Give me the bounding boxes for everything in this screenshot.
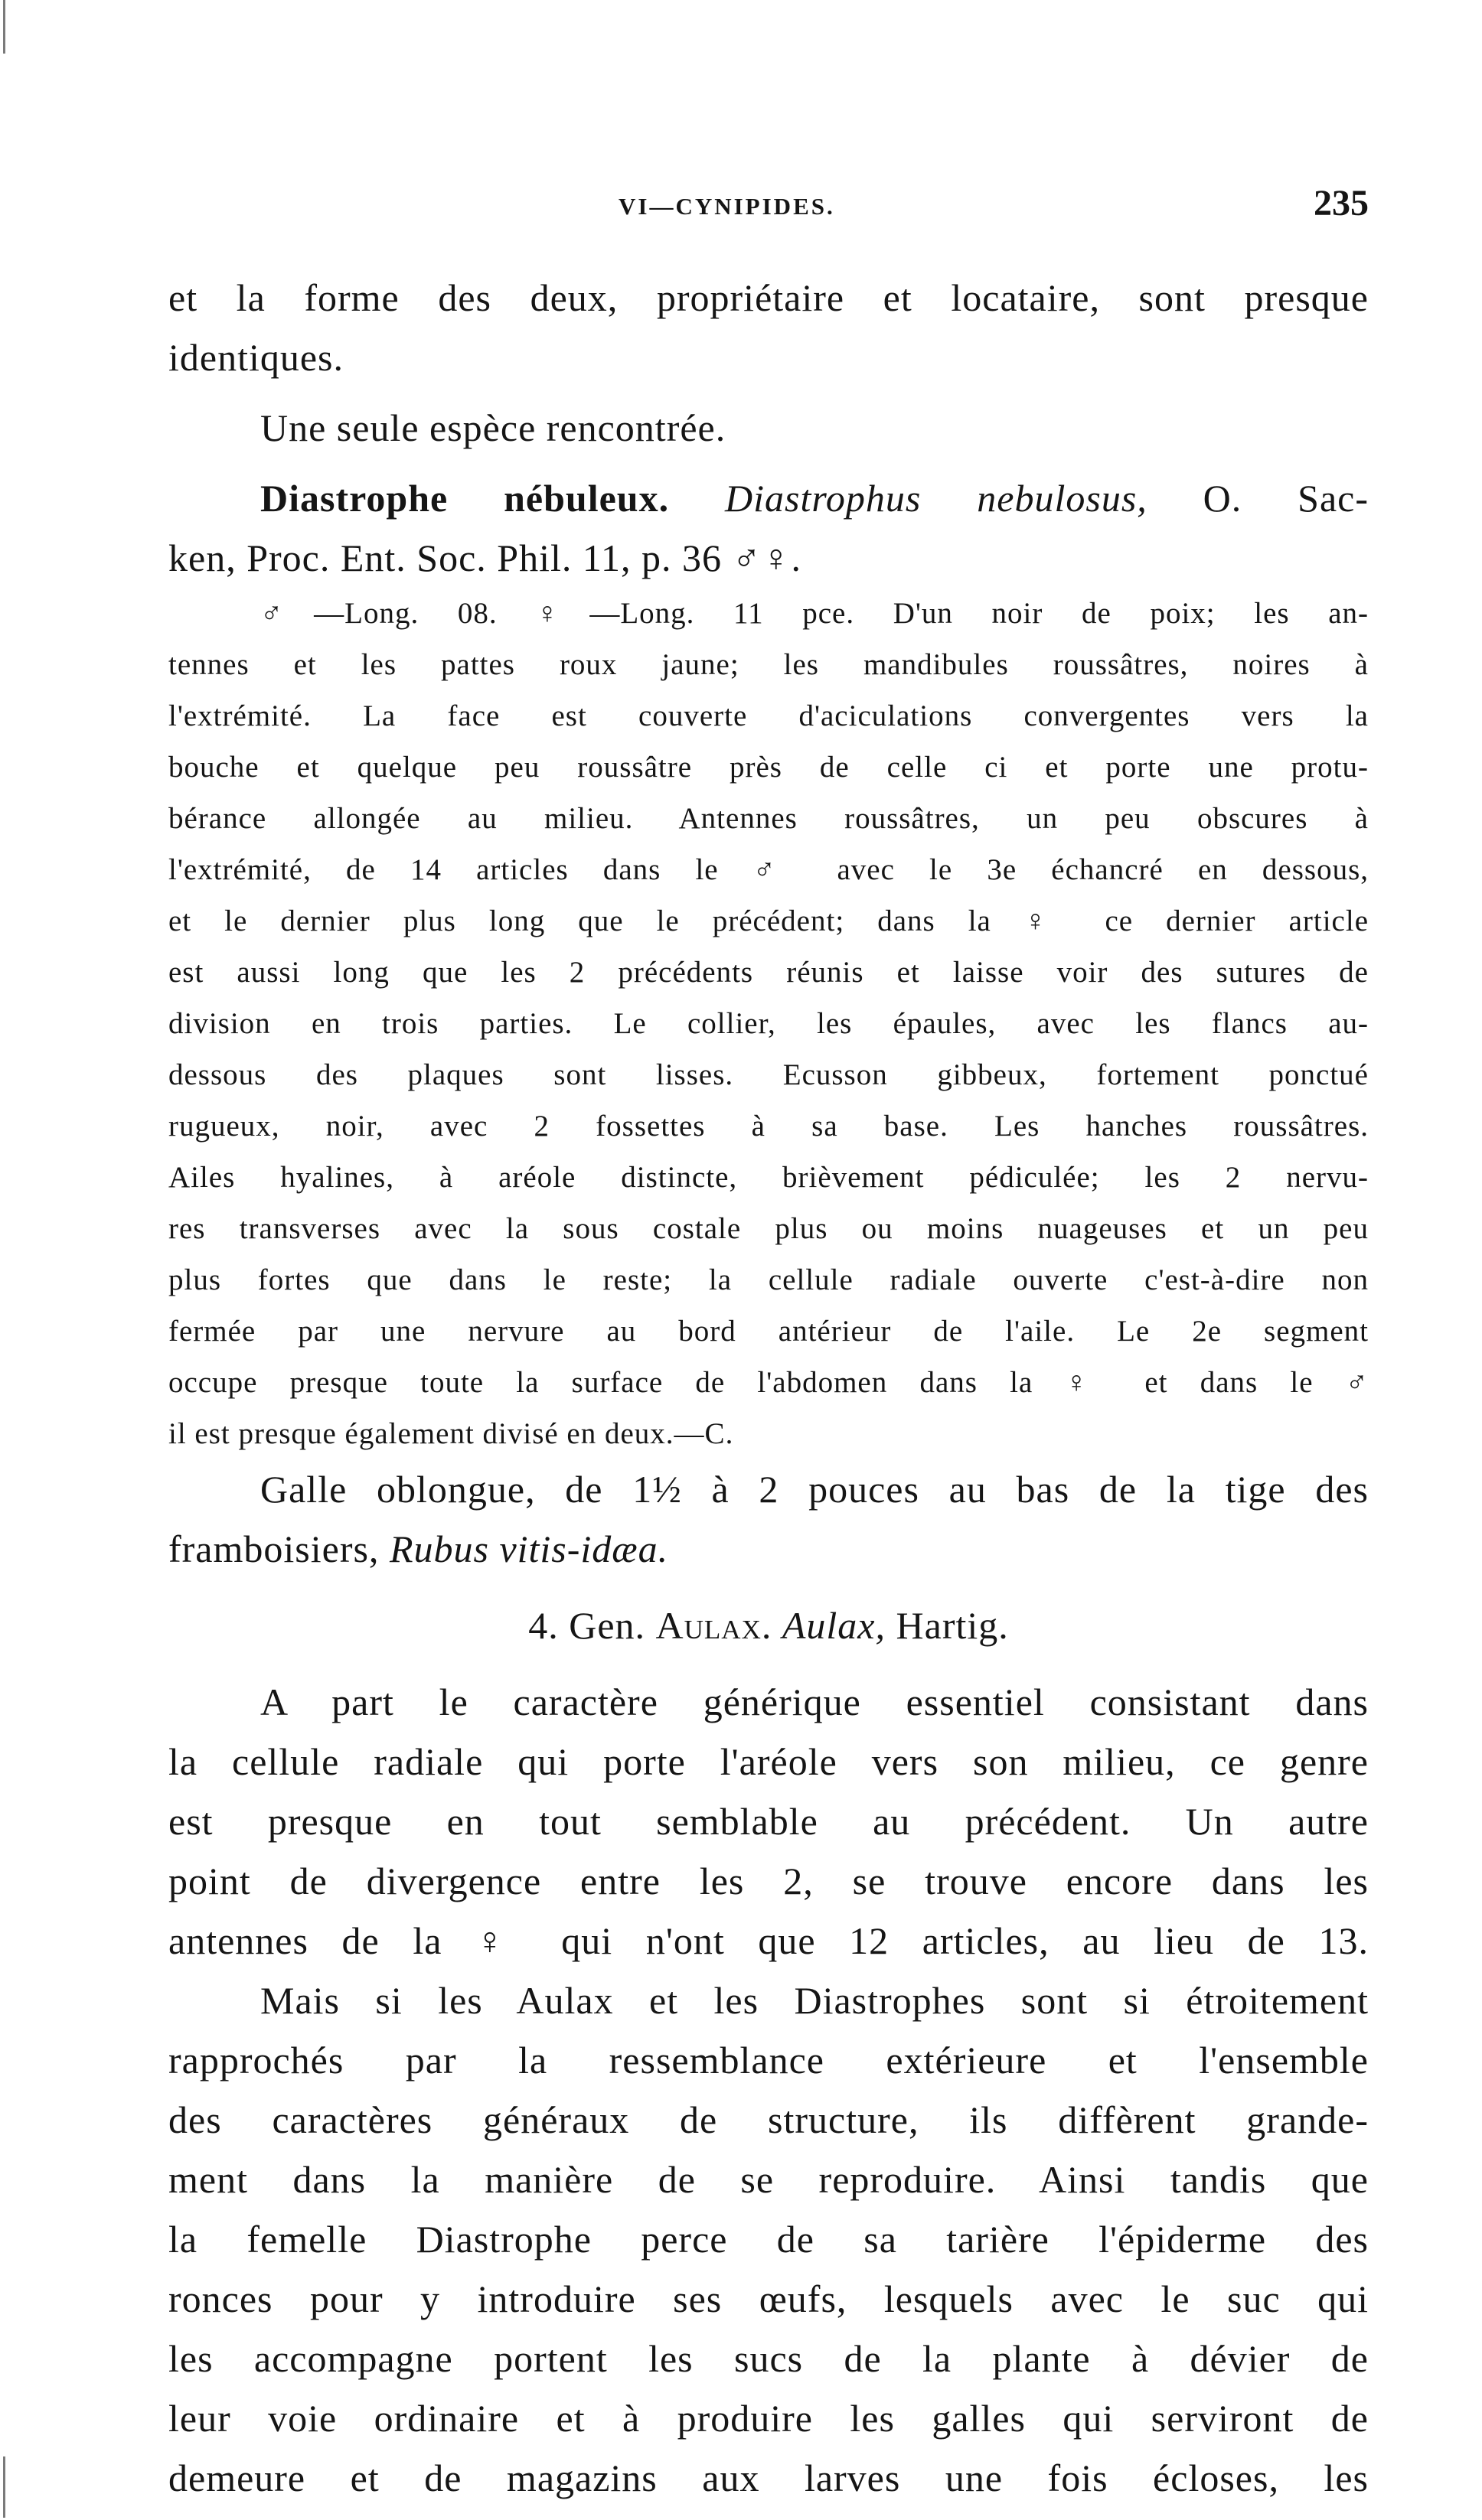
species-heading xyxy=(168,468,1369,528)
text-line: Une seule espèce rencontrée. xyxy=(260,406,726,449)
description-line: il est presque également divisé en deux.—C. xyxy=(168,1417,734,1450)
text-line: les accompagne portent les sucs de la plante à dévier de xyxy=(168,2337,1369,2380)
description-line: fermée par une nervure au bord antérieur de l'aile. Le 2e segment xyxy=(168,1315,1369,1348)
chapter-title: VI—CYNIPIDES. xyxy=(619,193,835,220)
species-latin: Diastrophus nebulosus, xyxy=(724,477,1147,520)
species-author: O. Sac- xyxy=(1203,477,1369,520)
text-line: la femelle Diastrophe perce de sa tarière l'épiderme des xyxy=(168,2218,1369,2261)
description-line: tennes et les pattes roux jaune; les mandibules roussâtres, noires à xyxy=(168,648,1369,681)
description-line: occupe presque toute la surface de l'abdomen dans la ♀ et dans le ♂ xyxy=(168,1366,1369,1399)
text-line: est presque en tout semblable au précédent. Un autre xyxy=(168,1800,1369,1843)
description-line: Ailes hyalines, à aréole distincte, brièvement pédiculée; les 2 nervu- xyxy=(168,1161,1369,1194)
host-plant-latin: Rubus vitis-idæa. xyxy=(389,1527,669,1570)
text-line: ronces pour y introduire ses œufs, lesquels avec le suc qui xyxy=(168,2277,1369,2320)
text-line: la cellule radiale qui porte l'aréole vers son milieu, ce genre xyxy=(168,1740,1369,1783)
description-line: rugueux, noir, avec 2 fossettes à sa base. Les hanches roussâtres. xyxy=(168,1110,1369,1143)
genus-number: 4. Gen. xyxy=(528,1604,646,1647)
scan-edge-mark xyxy=(3,2456,5,2518)
text-line: demeure et de magazins aux larves une fois écloses, les xyxy=(168,2456,1369,2499)
scan-edge-mark xyxy=(3,0,5,54)
text-line: identiques. xyxy=(168,336,344,379)
description-line: dessous des plaques sont lisses. Ecusson gibbeux, fortement ponctué xyxy=(168,1058,1369,1091)
description-line: est aussi long que les 2 précédents réunis et laisse voir des sutures de xyxy=(168,956,1369,989)
description-line: l'extrémité, de 14 articles dans le ♂ avec le 3e échancré en dessous, xyxy=(168,853,1369,886)
text-line: ment dans la manière de se reproduire. Ainsi tandis que xyxy=(168,2158,1369,2201)
page-number: 235 xyxy=(1314,183,1369,223)
genus-author: Hartig. xyxy=(896,1604,1009,1647)
text-line: Galle oblongue, de 1½ à 2 pouces au bas de la tige des xyxy=(260,1468,1369,1511)
text-line: des caractères généraux de structure, ils diffèrent grande- xyxy=(168,2098,1369,2141)
text-line: A part le caractère générique essentiel consistant dans xyxy=(260,1681,1369,1723)
description-line: ♂—Long. 08. ♀—Long. 11 pce. D'un noir de poix; les an- xyxy=(260,597,1369,630)
text-line: et la forme des deux, propriétaire et locataire, sont presque xyxy=(168,276,1369,319)
species-name: Diastrophe nébuleux. xyxy=(260,477,670,520)
running-head xyxy=(0,182,1482,236)
species-reference: ken, Proc. Ent. Soc. Phil. 11, p. 36 ♂♀. xyxy=(168,536,802,579)
description-line: bérance allongée au milieu. Antennes roussâtres, un peu obscures à xyxy=(168,802,1369,835)
text-fragment: framboisiers, xyxy=(168,1527,380,1570)
text-line xyxy=(168,1519,1369,1579)
genus-name: Aulax. xyxy=(655,1604,772,1647)
description-line: plus fortes que dans le reste; la cellule radiale ouverte c'est-à-dire non xyxy=(168,1263,1369,1296)
text-line: rapprochés par la ressemblance extérieure et l'ensemble xyxy=(168,2039,1369,2082)
text-line: leur voie ordinaire et à produire les galles qui serviront de xyxy=(168,2397,1369,2440)
description-line: bouche et quelque peu roussâtre près de celle ci et porte une protu- xyxy=(168,751,1369,784)
description-line: l'extrémité. La face est couverte d'aciculations convergentes vers la xyxy=(168,699,1369,732)
genus-heading xyxy=(168,1596,1369,1655)
description-line: et le dernier plus long que le précédent; dans la ♀ ce dernier article xyxy=(168,905,1369,937)
description-line: res transverses avec la sous costale plus ou moins nuageuses et un peu xyxy=(168,1212,1369,1245)
page-body xyxy=(168,268,1369,2508)
description-line: division en trois parties. Le collier, les épaules, avec les flancs au- xyxy=(168,1007,1369,1040)
text-line: point de divergence entre les 2, se trouve encore dans les xyxy=(168,1860,1369,1902)
text-line: Mais si les Aulax et les Diastrophes sont si étroitement xyxy=(260,1979,1369,2022)
genus-latin: Aulax, xyxy=(782,1604,886,1647)
text-line: antennes de la ♀ qui n'ont que 12 articles, au lieu de 13. xyxy=(168,1919,1369,1962)
